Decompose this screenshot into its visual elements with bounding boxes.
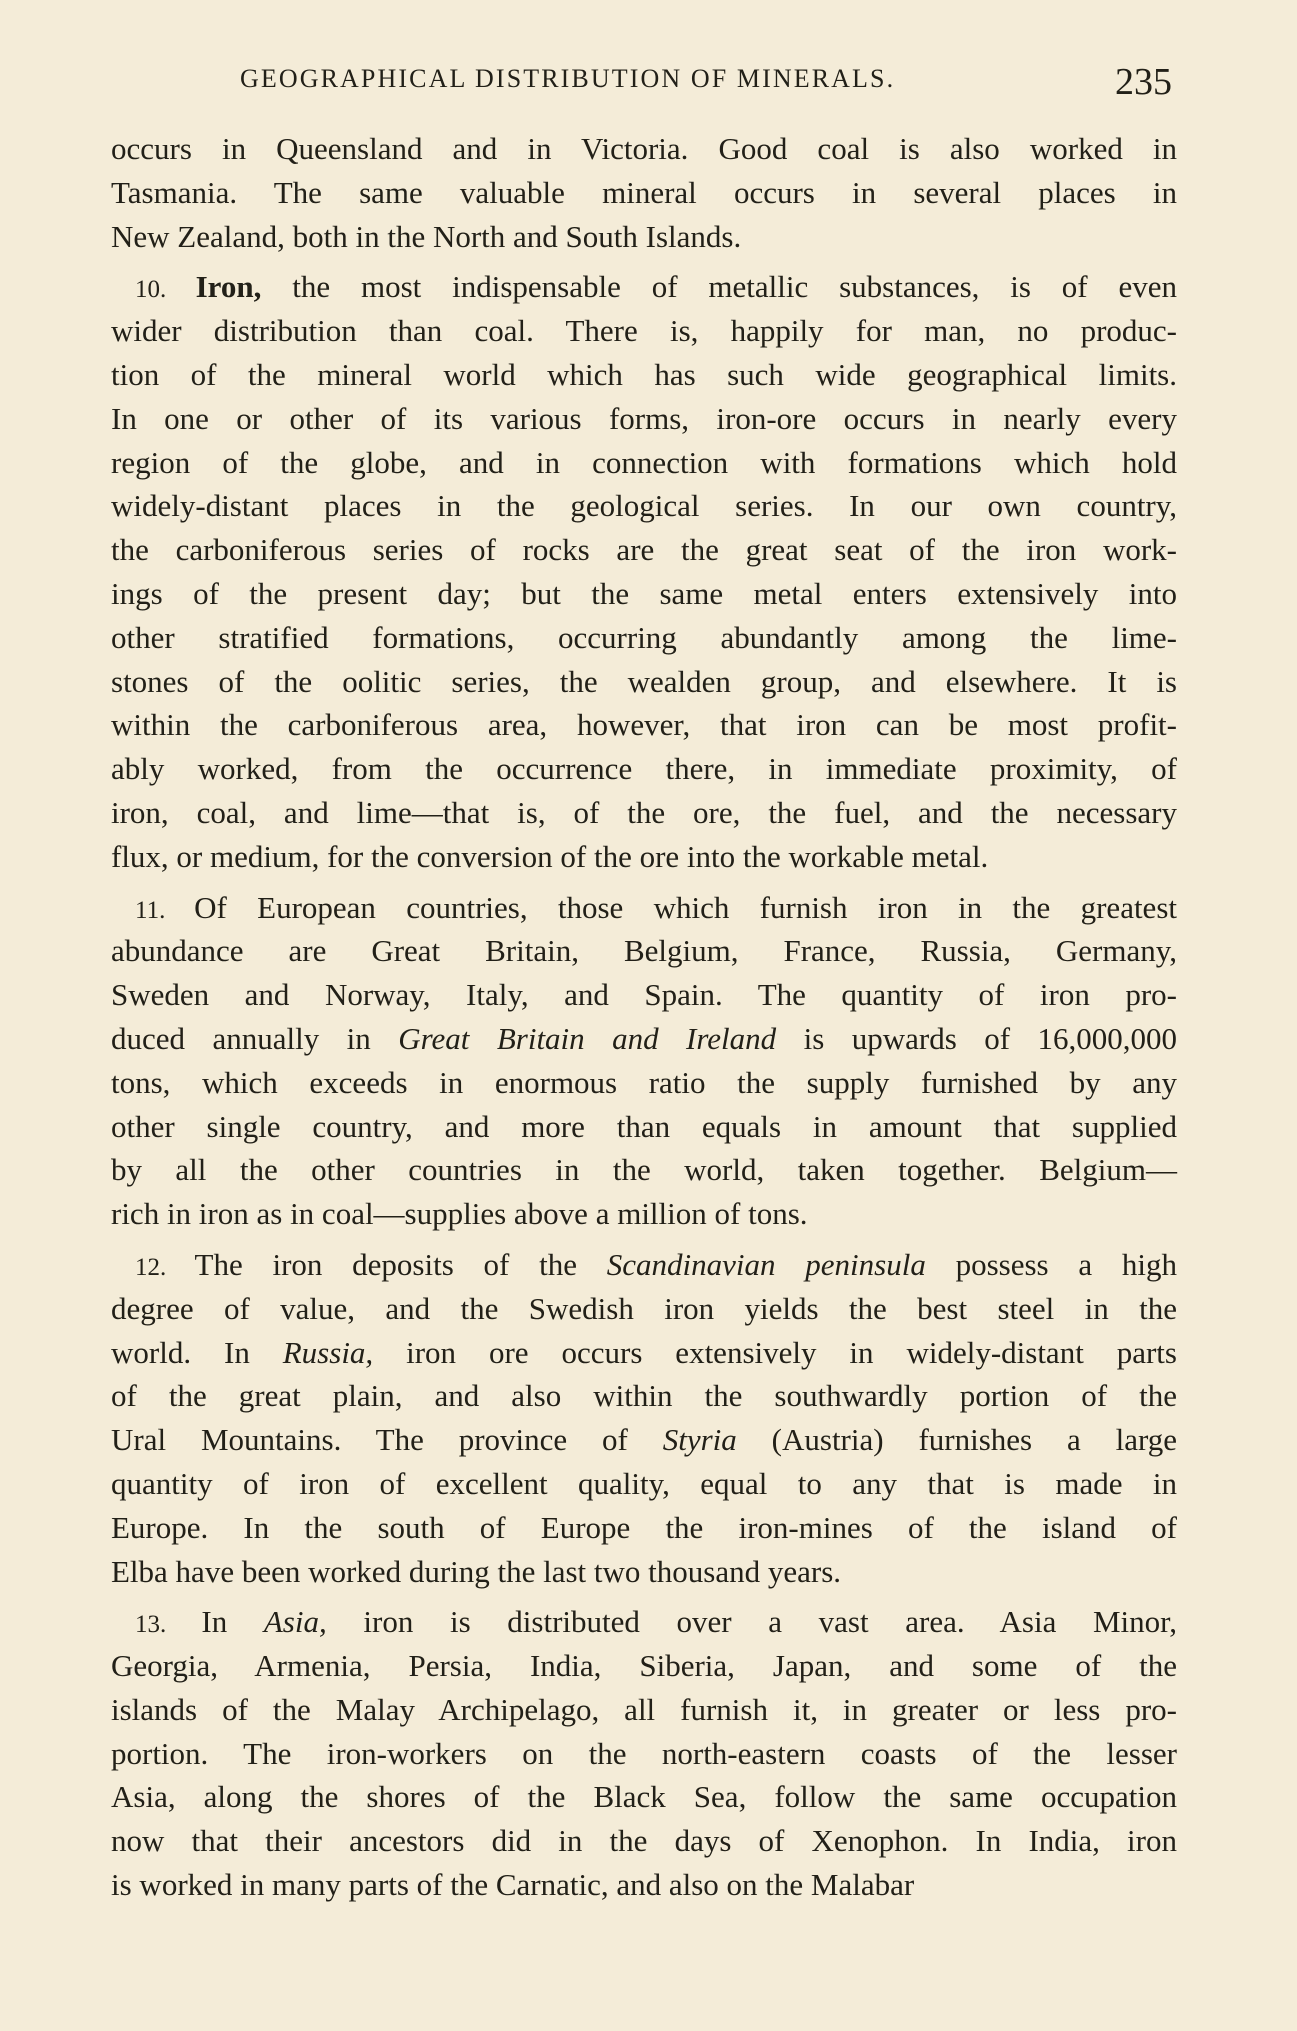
text-line: [111, 1418, 1177, 1462]
text-run: stones of the oolitic series, the wealden group, and elsewhere. It is: [111, 663, 1177, 699]
text-line: [111, 1688, 1177, 1732]
text-line: [111, 1775, 1177, 1819]
text-run: islands of the Malay Archipelago, all furnish it, in greater or less pro-: [111, 1691, 1177, 1727]
text-run: wider distribution than coal. There is, happily for man, no produc-: [111, 313, 1177, 349]
text-line: [111, 1732, 1177, 1776]
text-run: within the carboniferous area, however, that iron can be most profit-: [111, 707, 1177, 743]
text-run: rich in iron as in coal—supplies above a million of tons.: [111, 1196, 808, 1232]
text-line: [111, 1287, 1177, 1331]
text-run: Europe. In the south of Europe the iron-mines of the island of: [111, 1509, 1177, 1545]
italic-term: Scandinavian peninsula: [606, 1246, 926, 1282]
text-line: [111, 929, 1177, 973]
text-run: Ural Mountains. The province of: [111, 1422, 663, 1458]
paragraph-number: 10.: [135, 276, 196, 304]
text-line: [111, 791, 1177, 835]
text-run: now that their ancestors did in the days of Xenophon. In India, iron: [111, 1823, 1177, 1859]
text-line: [111, 572, 1177, 616]
text-run: iron ore occurs extensively in widely-distant parts: [373, 1334, 1177, 1370]
text-run: Elba have been worked during the last two thousand years.: [111, 1553, 842, 1589]
text-line: [111, 1506, 1177, 1550]
paragraph-gap: [111, 258, 1177, 265]
paragraph-gap: [111, 1593, 1177, 1600]
text-run: widely-distant places in the geological series. In our own country,: [111, 488, 1177, 524]
text-line: [111, 397, 1177, 441]
text-line: [111, 215, 1177, 259]
text-run: tion of the mineral world which has such wide geographical limits.: [111, 356, 1177, 392]
text-line: [111, 1374, 1177, 1418]
text-line: [111, 265, 1177, 309]
text-run: Georgia, Armenia, Persia, India, Siberia, Japan, and some of the: [111, 1648, 1177, 1684]
page-number: 235: [1115, 61, 1172, 103]
text-run: Tasmania. The same valuable mineral occurs in several places in: [111, 174, 1177, 210]
text-run: by all the other countries in the world, taken together. Belgium—: [111, 1152, 1177, 1188]
paragraph-number: 12.: [135, 1253, 195, 1281]
text-run: In one or other of its various forms, iron-ore occurs in nearly every: [111, 400, 1177, 436]
text-run: (Austria) furnishes a large: [736, 1422, 1177, 1458]
text-run: degree of value, and the Swedish iron yields the best steel in the: [111, 1290, 1177, 1326]
text-run: In: [201, 1604, 264, 1640]
text-run: other stratified formations, occurring abundantly among the lime-: [111, 619, 1177, 655]
paragraph: [111, 1243, 1177, 1593]
paragraph: [111, 1600, 1177, 1907]
italic-term: Styria: [662, 1422, 737, 1458]
paragraph-number: 11.: [135, 896, 195, 924]
text-line: [111, 747, 1177, 791]
running-header: [240, 60, 1180, 104]
text-line: [111, 1061, 1177, 1105]
text-line: [111, 660, 1177, 704]
text-line: [111, 703, 1177, 747]
paragraph-gap: [111, 1236, 1177, 1243]
text-line: [111, 886, 1177, 930]
paragraph: [111, 886, 1177, 1236]
text-run: other single country, and more than equals in amount that supplied: [111, 1108, 1177, 1144]
italic-term: Great Britain and Ireland: [398, 1020, 777, 1056]
text-run: of the great plain, and also within the southwardly portion of the: [111, 1378, 1177, 1414]
text-line: [111, 1462, 1177, 1506]
text-line: [111, 127, 1177, 171]
text-run: world. In: [111, 1334, 283, 1370]
text-line: [111, 616, 1177, 660]
text-line: [111, 1243, 1177, 1287]
italic-term: Russia,: [282, 1334, 374, 1370]
text-line: [111, 441, 1177, 485]
text-run: Of European countries, those which furnish iron in the greatest: [194, 889, 1177, 925]
text-line: [111, 1192, 1177, 1236]
text-line: [111, 1017, 1177, 1061]
text-run: the most indispensable of metallic substances, is of even: [261, 269, 1178, 305]
text-line: [111, 171, 1177, 215]
paragraph-number: 13.: [135, 1611, 202, 1639]
text-run: occurs in Queensland and in Victoria. Good coal is also worked in: [111, 131, 1177, 166]
running-title: GEOGRAPHICAL DISTRIBUTION OF MINERALS.: [240, 64, 896, 93]
text-run: iron, coal, and lime—that is, of the ore, the fuel, and the necessary: [111, 794, 1177, 830]
text-run: ings of the present day; but the same metal enters extensively into: [111, 575, 1177, 611]
text-run: iron is distributed over a vast area. Asia Minor,: [326, 1604, 1178, 1640]
paragraph: [111, 127, 1177, 258]
text-line: [111, 1819, 1177, 1863]
text-line: [111, 1644, 1177, 1688]
text-run: is worked in many parts of the Carnatic, and also on the Malabar: [111, 1867, 915, 1903]
text-run: flux, or medium, for the conversion of the ore into the workable metal.: [111, 838, 989, 874]
text-line: [111, 309, 1177, 353]
text-run: The iron deposits of the: [194, 1246, 607, 1282]
text-run: region of the globe, and in connection with formations which hold: [111, 444, 1177, 480]
text-run: possess a high: [925, 1246, 1177, 1282]
text-line: [111, 1600, 1177, 1644]
text-run: New Zealand, both in the North and South Islands.: [111, 218, 742, 254]
text-line: [111, 484, 1177, 528]
bold-term: Iron,: [195, 269, 262, 305]
text-run: Asia, along the shores of the Black Sea, follow the same occupation: [111, 1779, 1177, 1815]
text-run: Sweden and Norway, Italy, and Spain. The quantity of iron pro-: [111, 977, 1177, 1013]
text-line: [111, 835, 1177, 879]
text-run: tons, which exceeds in enormous ratio the supply furnished by any: [111, 1064, 1177, 1100]
text-line: [111, 1148, 1177, 1192]
text-line: [111, 973, 1177, 1017]
paragraph: [111, 265, 1177, 878]
text-run: quantity of iron of excellent quality, equal to any that is made in: [111, 1465, 1177, 1501]
text-line: [111, 1105, 1177, 1149]
text-run: the carboniferous series of rocks are the great seat of the iron work-: [111, 532, 1177, 568]
text-line: [111, 353, 1177, 397]
text-line: [111, 1331, 1177, 1375]
text-line: [111, 1550, 1177, 1594]
text-run: duced annually in: [111, 1020, 399, 1056]
text-line: [111, 528, 1177, 572]
text-line: [111, 1863, 1177, 1907]
text-run: ably worked, from the occurrence there, in immediate proximity, of: [111, 751, 1177, 787]
text-run: portion. The iron-workers on the north-eastern coasts of the lesser: [111, 1735, 1177, 1771]
text-run: is upwards of 16,000,000: [776, 1020, 1177, 1056]
italic-term: Asia,: [263, 1604, 327, 1640]
body-text: [111, 127, 1177, 1907]
text-run: abundance are Great Britain, Belgium, France, Russia, Germany,: [111, 933, 1177, 969]
paragraph-gap: [111, 879, 1177, 886]
